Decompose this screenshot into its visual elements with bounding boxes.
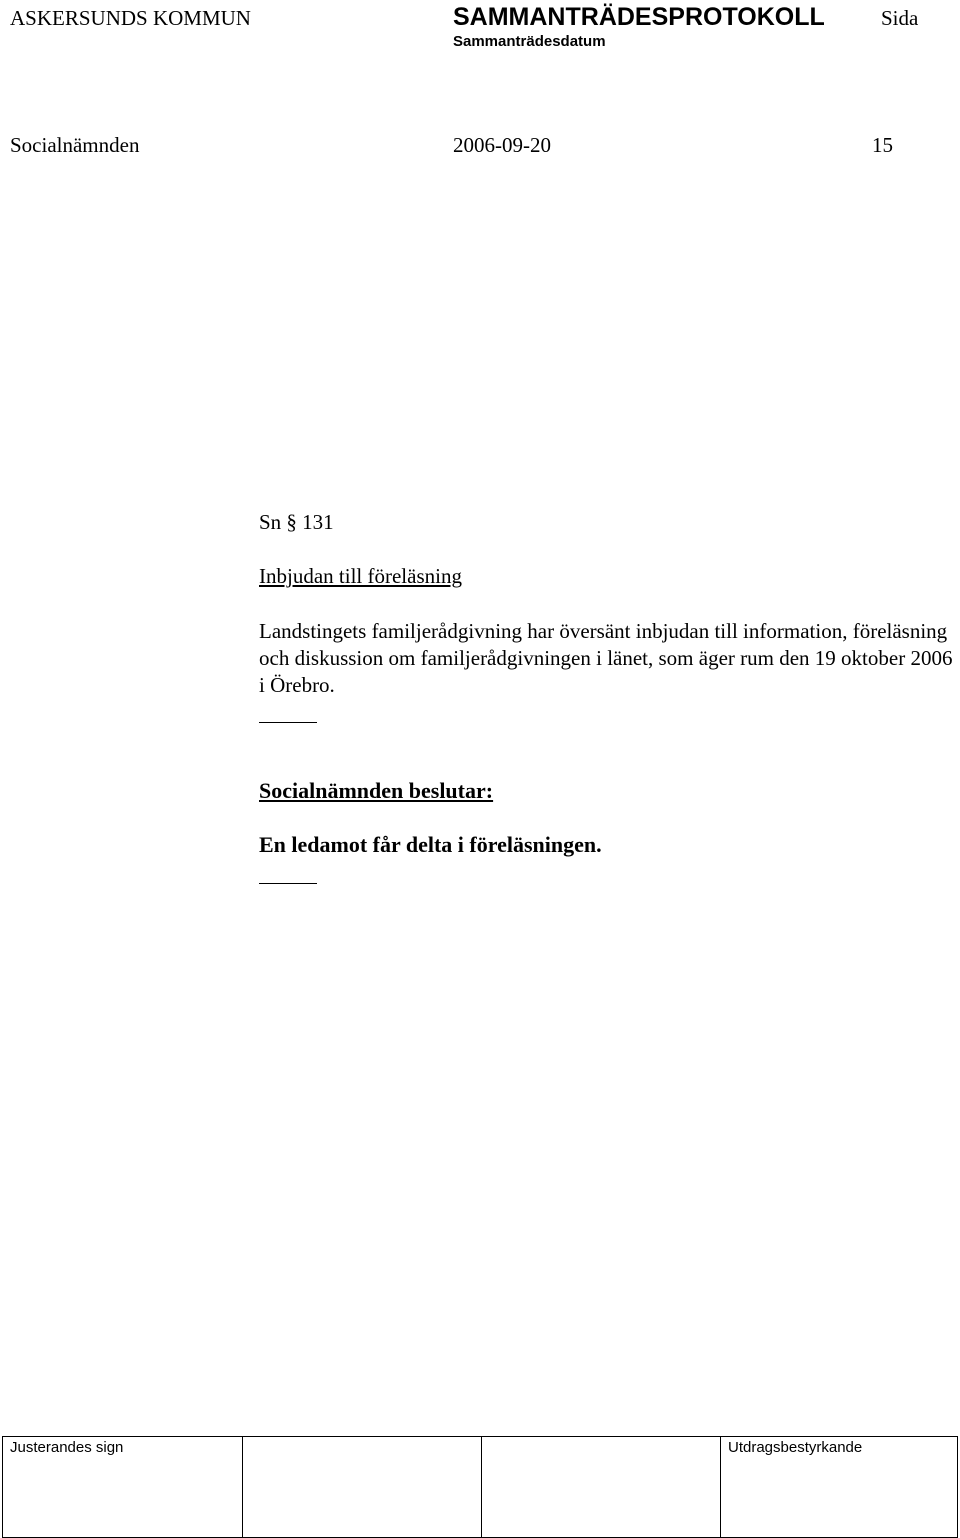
- signature-cell-label: Justerandes sign: [10, 1439, 124, 1456]
- certification-cell-label: Utdragsbestyrkande: [728, 1439, 863, 1456]
- page-number: 15: [872, 133, 893, 157]
- signature-cell: [482, 1437, 721, 1538]
- meeting-date: 2006-09-20: [453, 133, 551, 157]
- committee-name: Socialnämnden: [10, 133, 140, 157]
- decision-text: En ledamot får delta i föreläsningen.: [259, 832, 602, 857]
- signature-table: [2, 1436, 958, 1538]
- decision-heading: Socialnämnden beslutar:: [259, 778, 494, 803]
- section-divider: [259, 722, 317, 723]
- signature-cell: [3, 1437, 243, 1538]
- organization-name: ASKERSUNDS KOMMUN: [10, 6, 251, 30]
- signature-cell-label: [243, 1437, 481, 1439]
- document-title: SAMMANTRÄDESPROTOKOLL: [453, 3, 825, 31]
- certification-cell: [721, 1437, 958, 1538]
- section-divider: [259, 883, 317, 884]
- paragraph-reference: Sn § 131: [259, 510, 334, 534]
- page-label: Sida: [881, 6, 919, 30]
- signature-cell-label: [482, 1437, 720, 1439]
- item-body-text: Landstingets familjerådgivning har översänt inbjudan till information, föreläsning och diskussion om familjerådgivningen i länet, som äger rum den 19 oktober 2006 i Örebro.: [259, 619, 953, 697]
- meeting-date-label: Sammanträdesdatum: [453, 33, 606, 50]
- item-subject: Inbjudan till föreläsning: [259, 564, 462, 588]
- signature-cell: [243, 1437, 482, 1538]
